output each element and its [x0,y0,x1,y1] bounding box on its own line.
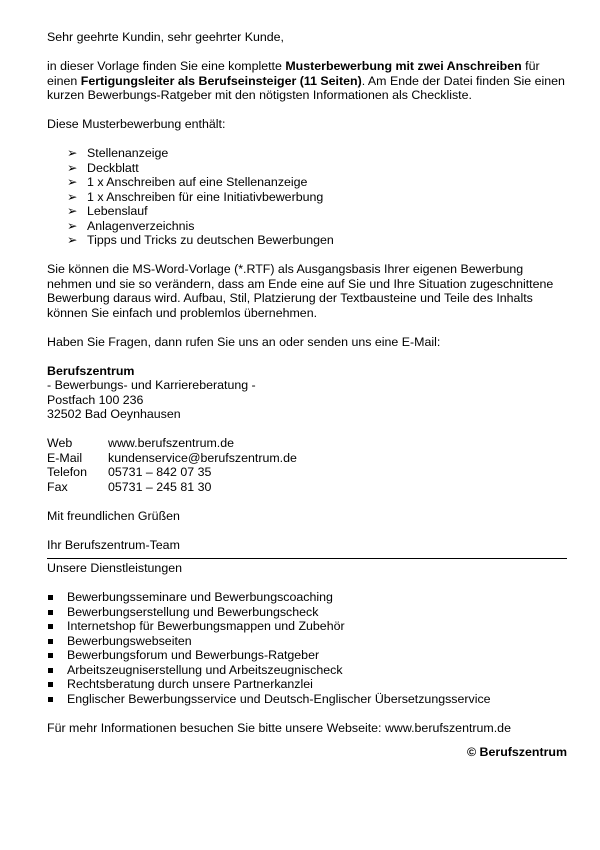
arrow-bullet-icon: ➢ [67,146,78,160]
contact-label: E-Mail [47,450,83,465]
list-item: Arbeitszeugniserstellung und Arbeitszeugnischeck [47,663,567,678]
company-tagline: - Bewerbungs- und Karriereberatung - [47,378,256,392]
intro-text-2: für einen [47,59,540,88]
list-item: Bewerbungswebseiten [47,634,567,649]
services-list [47,590,567,706]
closing: Mit freundlichen Grüßen [47,508,180,523]
contact-row-email [47,451,567,466]
city: 32502 Bad Oeynhausen [47,407,181,421]
square-bullet-icon [48,697,53,702]
contact-label: Web [47,436,73,450]
intro-text-1: in dieser Vorlage finden Sie eine komplette [47,59,286,73]
list-item: Englischer Bewerbungsservice und Deutsch-Englischer Übersetzungsservice [47,692,567,707]
list-item: Bewerbungsforum und Bewerbungs-Ratgeber [47,648,567,663]
contact-value-email[interactable]: kundenservice@berufszentrum.de [108,450,297,465]
arrow-bullet-icon: ➢ [67,189,78,204]
usage-paragraph: Sie können die MS-Word-Vorlage (*.RTF) als Ausgangsbasis Ihrer eigenen Bewerbung nehmen und sie so verändern, dass am Ende eine auf Sie und Ihre Situation zugeschnittene Bewerbung daraus wird. Aufbau, Stil, Platzierung der Textbausteine und Teile des Inhalts können Sie einfach und problemlos übernehmen. [47,262,554,320]
more-info: Für mehr Informationen besuchen Sie bitte unsere Webseite: www.berufszentrum.de [47,720,511,735]
contents-heading: Diese Musterbewerbung enthält: [47,117,226,131]
arrow-bullet-icon: ➢ [67,160,78,175]
arrow-bullet-icon: ➢ [67,175,78,189]
square-bullet-icon [48,610,53,615]
list-item: ➢ Tipps und Tricks zu deutschen Bewerbungen [67,233,334,247]
list-item: Bewerbungsseminare und Bewerbungscoaching [47,590,567,605]
arrow-bullet-icon: ➢ [67,233,78,247]
company-name: Berufszentrum [47,363,135,378]
list-item: ➢ 1 x Anschreiben für eine Initiativbewerbung [67,189,324,204]
signature: Ihr Berufszentrum-Team [47,537,180,552]
list-item: Internetshop für Bewerbungsmappen und Zubehör [47,619,567,634]
intro-paragraph [47,59,567,103]
arrow-bullet-icon: ➢ [67,218,78,233]
intro-bold-1: Musterbewerbung mit zwei Anschreiben [285,59,522,73]
contact-label: Fax [47,479,68,494]
postbox: Postfach 100 236 [47,392,144,407]
contact-label: Telefon [47,465,87,479]
square-bullet-icon [48,639,53,644]
list-item: ➢ Deckblatt [67,160,139,175]
contact-value-fax: 05731 – 245 81 30 [108,479,212,494]
address-block [47,364,567,422]
list-item: ➢ Anlagenverzeichnis [67,218,195,233]
square-bullet-icon [48,595,53,600]
arrow-bullet-icon: ➢ [67,204,78,218]
intro-text-3: . Am Ende der Datei finden Sie einen kurzen Bewerbungs-Ratgeber mit den nötigsten Informationen als Checkliste. [47,73,565,102]
contact-row-fax [47,480,567,495]
square-bullet-icon [48,668,53,673]
intro-bold-2: Fertigungsleiter als Berufseinsteiger (11 Seiten) [80,73,362,88]
contact-table [47,436,567,494]
list-item: ➢ Stellenanzeige [67,146,169,160]
services-divider [47,558,567,576]
document-page [47,30,567,760]
services-heading: Unsere Dienstleistungen [47,561,182,575]
contact-row-web [47,436,567,451]
greeting: Sehr geehrte Kundin, sehr geehrter Kunde, [47,30,284,44]
contact-value-phone: 05731 – 842 07 35 [108,465,212,479]
list-item: ➢ Lebenslauf [67,204,148,218]
contact-row-phone [47,465,567,480]
contents-list [47,146,567,248]
questions-paragraph: Haben Sie Fragen, dann rufen Sie uns an oder senden uns eine E-Mail: [47,334,441,349]
list-item: Bewerbungserstellung und Bewerbungscheck [47,605,567,620]
square-bullet-icon [48,653,53,658]
square-bullet-icon [48,682,53,687]
contact-value-web[interactable]: www.berufszentrum.de [108,436,235,450]
square-bullet-icon [48,624,53,629]
list-item: Rechtsberatung durch unsere Partnerkanzlei [47,677,567,692]
list-item: ➢ 1 x Anschreiben auf eine Stellenanzeige [67,175,308,189]
copyright: © Berufszentrum [466,745,567,759]
